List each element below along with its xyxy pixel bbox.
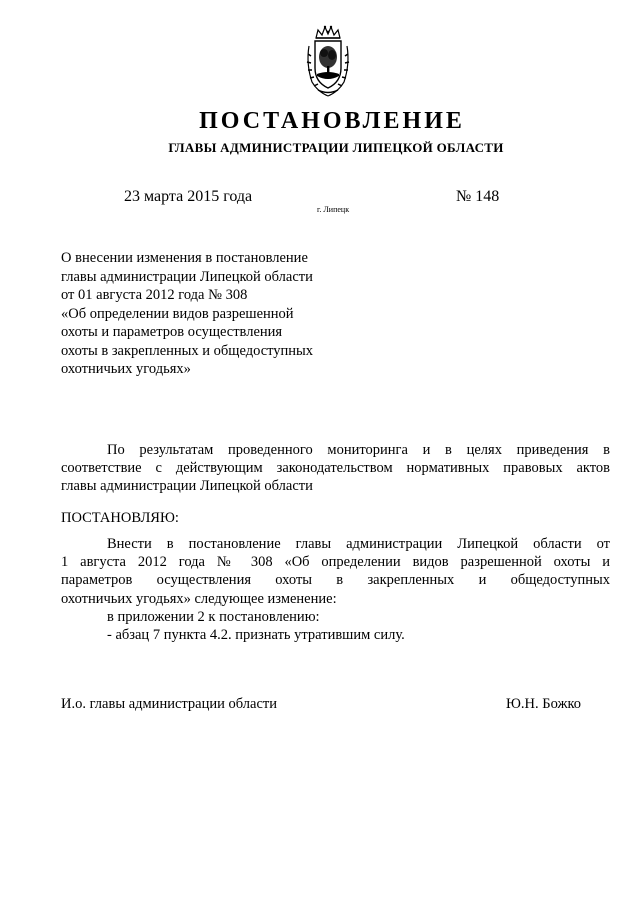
- document-subtitle: ГЛАВЫ АДМИНИСТРАЦИИ ЛИПЕЦКОЙ ОБЛАСТИ: [168, 140, 504, 155]
- document-date: 23 марта 2015 года: [124, 188, 253, 205]
- decree-word: ПОСТАНОВЛЯЮ:: [61, 510, 179, 526]
- reference-line: «Об определении видов разрешенной: [61, 305, 294, 322]
- signatory-position: И.о. главы администрации области: [61, 696, 277, 712]
- document-title: ПОСТАНОВЛЕНИЕ: [199, 108, 465, 134]
- document-number: № 148: [456, 188, 500, 205]
- reference-line: от 01 августа 2012 года № 308: [61, 287, 248, 303]
- preamble-line: По результатам проведенного мониторинга и в целях приведения в: [107, 442, 610, 458]
- order-item: - абзац 7 пункта 4.2. признать утратившим силу.: [107, 627, 405, 644]
- document-city: г. Липецк: [317, 205, 350, 214]
- order-line: 1 августа 2012 года № 308 «Об определении видов разрешенной охоты и: [61, 554, 610, 571]
- order-line: охотничьих угодьях» следующее изменение:: [61, 590, 337, 607]
- preamble-line: главы администрации Липецкой области: [61, 478, 313, 495]
- reference-line: охотничьих угодьях»: [61, 361, 191, 377]
- order-line: параметров осуществления охоты в закрепленных и общедоступных: [61, 572, 610, 589]
- signatory-name: Ю.Н. Божко: [506, 696, 582, 712]
- order-paragraph: [61, 535, 610, 644]
- reference-block: [61, 249, 313, 379]
- preamble-line: соответствие с действующим законодательством нормативных правовых актов: [61, 460, 610, 477]
- preamble-paragraph: [61, 441, 610, 496]
- order-line: Внести в постановление главы администрации Липецкой области от: [107, 536, 610, 552]
- order-item: в приложении 2 к постановлению:: [107, 608, 320, 625]
- reference-line: О внесении изменения в постановление: [61, 250, 308, 266]
- reference-line: охоты в закрепленных и общедоступных: [61, 342, 314, 359]
- reference-line: главы администрации Липецкой области: [61, 268, 313, 285]
- reference-line: охоты и параметров осуществления: [61, 324, 283, 340]
- coat-of-arms-icon: [304, 24, 352, 98]
